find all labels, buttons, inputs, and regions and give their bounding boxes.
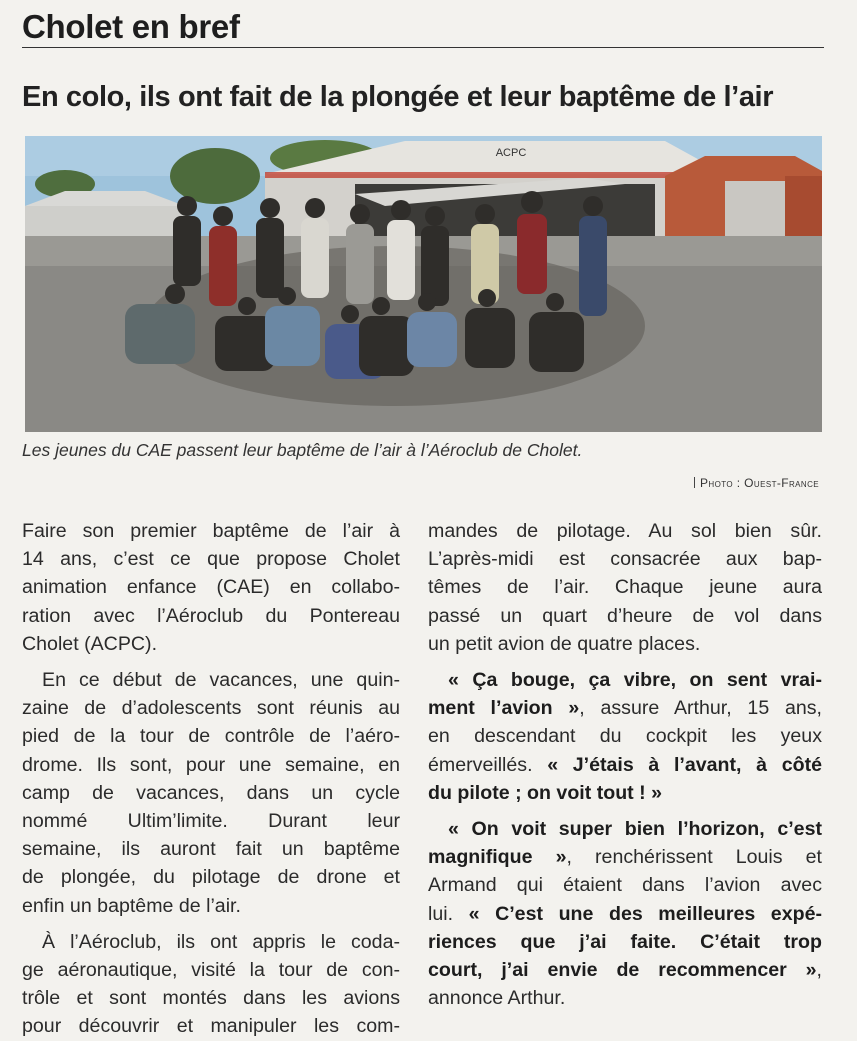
photo-credit-text: Photo : Ouest-France — [700, 476, 819, 490]
article-line — [22, 751, 400, 779]
article-line — [22, 984, 400, 1012]
article-photo — [25, 136, 822, 432]
photo-trees — [170, 148, 260, 204]
quote-text: « J’étais à l’avant, à côté — [547, 753, 822, 776]
article-line — [428, 984, 822, 1012]
body-text: enfin un baptême de l’air. — [22, 894, 241, 917]
article-line — [428, 573, 822, 601]
body-text: , renchérissent Louis et — [566, 846, 822, 869]
quote-text: « C’est une des meilleures expé- — [468, 902, 822, 925]
article-line — [22, 892, 400, 920]
quote-text: « Ça bouge, ça vibre, on sent vrai- — [448, 669, 822, 692]
article-line — [22, 779, 400, 807]
article-line — [428, 694, 822, 722]
article-line — [22, 956, 400, 984]
article-line — [428, 630, 822, 658]
body-text: pour découvrir et manipuler les com- — [22, 1015, 400, 1038]
body-text: lui. — [428, 902, 469, 925]
body-text: de plongée, du pilotage de drone et — [22, 866, 400, 889]
article-line — [22, 722, 400, 750]
body-text: mandes de pilotage. Au sol bien sûr. — [428, 520, 822, 542]
article-line — [22, 602, 400, 630]
article-line — [428, 722, 822, 750]
body-text: nommé Ultim’limite. Durant leur — [22, 810, 400, 833]
body-text: , assure Arthur, 15 ans, — [579, 697, 822, 720]
body-text: ration avec l’Aéroclub du Pontereau — [22, 604, 400, 627]
article-line — [428, 956, 822, 984]
article-line — [428, 751, 822, 779]
body-text: trôle et sont montés dans les avions — [22, 987, 400, 1010]
body-text: semaine, ils auront fait un baptême — [22, 838, 400, 861]
body-text: En ce début de vacances, une quin- — [42, 669, 400, 692]
article-line — [428, 928, 822, 956]
article-line — [428, 779, 822, 807]
quote-text: « On voit super bien l’horizon, c’est — [448, 818, 822, 841]
article-line — [428, 517, 822, 545]
article-line — [22, 863, 400, 891]
body-text: passé un quart d’heure de vol dans — [428, 604, 822, 627]
article-line — [22, 694, 400, 722]
body-text: Armand qui étaient dans l’avion avec — [428, 874, 822, 897]
article-line — [22, 517, 400, 545]
section-rubric: Cholet en bref — [22, 8, 240, 45]
body-text: pied de la tour de contrôle de l’aéro- — [22, 725, 400, 748]
body-text: un petit avion de quatre places. — [428, 632, 701, 655]
credit-bar — [694, 477, 695, 488]
article-line — [428, 602, 822, 630]
article-column-right — [428, 517, 822, 1012]
body-text: À l’Aéroclub, ils ont appris le coda- — [42, 930, 400, 953]
body-text: zaine de d’adolescents sont réunis au — [22, 697, 400, 720]
rubric-divider — [22, 47, 824, 48]
body-text: ge aéronautique, visité la tour de con- — [22, 959, 400, 982]
quote-text: ment l’avion » — [428, 697, 580, 720]
body-text: Faire son premier baptême de l’air à — [22, 520, 400, 542]
body-text: , — [816, 959, 822, 982]
article-line — [22, 807, 400, 835]
article-line — [428, 843, 822, 871]
body-text: animation enfance (CAE) en collabo- — [22, 576, 400, 599]
photo-caption: Les jeunes du CAE passent leur baptême de l’air à l’Aéroclub de Cholet. — [22, 440, 583, 460]
body-text: 14 ans, c’est ce que propose Cholet — [22, 548, 400, 571]
photo-hangar-sign: ACPC — [495, 147, 527, 159]
body-text: têmes de l’air. Chaque jeune aura — [428, 576, 822, 599]
article-line — [428, 815, 822, 843]
article-line — [428, 900, 822, 928]
quote-text: riences que j’ai faite. C’était trop — [428, 930, 822, 953]
body-text: drome. Ils sont, pour une semaine, en — [22, 753, 400, 776]
photo-credit — [694, 476, 819, 490]
body-text: L’après-midi est consacrée aux bap- — [428, 548, 822, 571]
body-text: Cholet (ACPC). — [22, 632, 158, 655]
article-column-left — [22, 517, 400, 1041]
quote-text: magnifique » — [428, 846, 567, 869]
article-line — [428, 666, 822, 694]
quote-text: du pilote ; on voit tout ! » — [428, 781, 662, 804]
article-line — [22, 835, 400, 863]
article-line — [428, 871, 822, 899]
article-line — [22, 928, 400, 956]
article-line — [22, 573, 400, 601]
article-line — [22, 630, 400, 658]
quote-text: court, j’ai envie de recommencer » — [428, 959, 817, 982]
article-line — [428, 545, 822, 573]
body-text: annonce Arthur. — [428, 987, 566, 1010]
article-headline: En colo, ils ont fait de la plongée et leur baptême de l’air — [22, 81, 774, 113]
body-text: en descendant du cockpit les yeux — [428, 725, 822, 748]
article-line — [22, 1012, 400, 1040]
article-line — [22, 666, 400, 694]
body-text: camp de vacances, dans un cycle — [22, 781, 400, 804]
body-text: émerveillés. — [428, 753, 548, 776]
article-line — [22, 545, 400, 573]
